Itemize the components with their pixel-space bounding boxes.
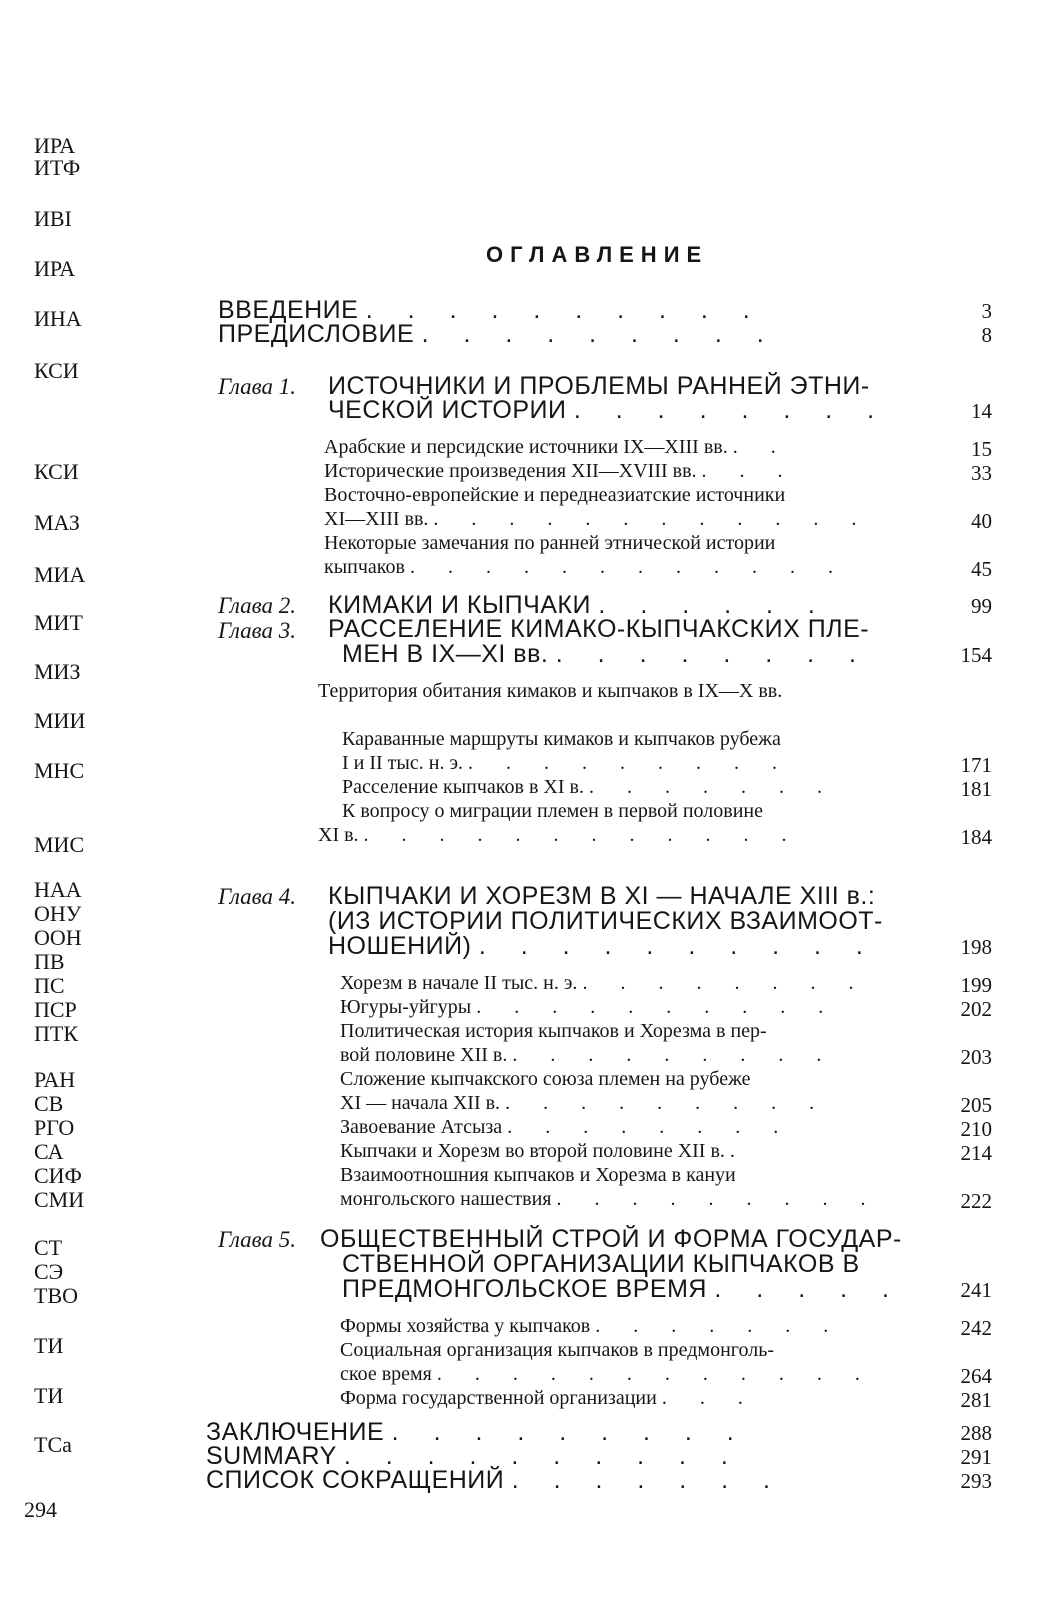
toc-entry-title: кыпчаков	[324, 556, 405, 578]
toc-entry-title: (ИЗ ИСТОРИИ ПОЛИТИЧЕСКИХ ВЗАИМООТ-	[328, 907, 883, 935]
toc-entry	[340, 1363, 874, 1386]
toc-entry-leader: . . . . . . . .	[573, 396, 889, 424]
abbreviation-entry: КСИ	[34, 359, 79, 383]
toc-entry-title: ПРЕДМОНГОЛЬСКОЕ ВРЕМЯ	[342, 1275, 707, 1303]
toc-entry	[340, 1164, 736, 1187]
abbreviation-entry: ТИ	[34, 1334, 64, 1358]
toc-entry	[324, 436, 790, 459]
toc-entry-leader: . . . . . . . . .	[556, 1188, 880, 1210]
toc-entry	[340, 1068, 751, 1091]
page-number: 294	[24, 1497, 57, 1522]
toc-entry-page: 281	[960, 1388, 992, 1412]
abbreviation-entry: МИА	[34, 563, 86, 587]
abbreviation-entry: МАЗ	[34, 511, 80, 535]
toc-entry-title: КЫПЧАКИ И ХОРЕЗМ В XI — НАЧАЛЕ XIII в.:	[328, 882, 876, 910]
abbreviation-entry: МИЗ	[34, 660, 81, 684]
toc-entry-title: I и II тыс. н. э.	[342, 752, 464, 774]
toc-entry	[328, 932, 877, 961]
toc-entry	[324, 484, 785, 507]
toc-entry-title: Формы хозяйства у кыпчаков	[340, 1315, 591, 1337]
toc-entry-leader: . . . . . . . . .	[512, 1044, 836, 1066]
toc-entry-leader: . . . . . . . . . . . .	[433, 508, 871, 530]
abbreviation-entry: МИИ	[34, 709, 86, 733]
toc-entry-leader: . . . . . . . . .	[468, 752, 792, 774]
chapter-label: Глава 3.	[218, 618, 296, 643]
toc-entry-page: 171	[960, 753, 992, 777]
toc-entry	[328, 396, 888, 425]
toc-entry-leader: . . . . . . . . . . . .	[363, 824, 801, 846]
toc-entry-title: ПРЕДИСЛОВИЕ	[218, 320, 415, 348]
toc-entry-page: 264	[960, 1364, 992, 1388]
abbreviation-entry: ПВ	[34, 950, 65, 974]
toc-entry-title: XI—XIII вв.	[324, 508, 429, 530]
toc-entry-title: ВВЕДЕНИЕ	[218, 296, 359, 324]
toc-entry-title: Форма государственной организации	[340, 1387, 657, 1409]
toc-entry-page: 99	[971, 594, 992, 618]
abbreviation-entry: МНС	[34, 759, 85, 783]
abbreviation-entry: РАН	[34, 1068, 76, 1092]
toc-entry-title: Сложение кыпчакского союза племен на рубеже	[340, 1068, 751, 1090]
toc-entry-leader: .	[729, 1140, 749, 1162]
toc-entry-title: Политическая история кыпчаков и Хорезма в пер-	[340, 1020, 767, 1042]
abbreviation-entry: РГО	[34, 1116, 75, 1140]
toc-entry-title: Завоевание Атсыза	[340, 1116, 503, 1138]
toc-entry	[324, 532, 775, 555]
toc-entry-leader: . . . . . . . . . .	[478, 932, 877, 960]
toc-entry-leader: . . . . . . . . . . . .	[436, 1363, 874, 1385]
abbreviation-entry: МИС	[34, 833, 85, 857]
toc-entry-title: Караванные маршруты кимаков и кыпчаков рубежа	[342, 728, 781, 750]
chapter-label: Глава 5.	[218, 1227, 296, 1252]
toc-entry-page: 203	[960, 1045, 992, 1069]
toc-entry-title: РАССЕЛЕНИЕ КИМАКО-КЫПЧАКСКИХ ПЛЕ-	[328, 615, 870, 643]
toc-entry-title: Территория обитания кимаков и кыпчаков в IX—X вв.	[318, 680, 783, 702]
toc-entry-title: Исторические произведения XII—XVIII вв.	[324, 460, 697, 482]
abbreviation-entry: ИНА	[34, 307, 82, 331]
toc-entry-title: ЧЕСКОЙ ИСТОРИИ	[328, 396, 567, 424]
toc-entry-leader: . . . . . . . . . .	[476, 996, 838, 1018]
abbreviation-entry: ТСа	[34, 1433, 72, 1457]
toc-entry-page: 222	[960, 1189, 992, 1213]
toc-entry-title: ОБЩЕСТВЕННЫЙ СТРОЙ И ФОРМА ГОСУДАР-	[320, 1225, 902, 1253]
toc-entry-title: ЗАКЛЮЧЕНИЕ	[206, 1418, 385, 1446]
abbreviation-entry: ПТК	[34, 1022, 78, 1046]
toc-entry	[340, 1339, 774, 1362]
toc-entry-leader: . . .	[701, 460, 797, 482]
toc-entry-page: 14	[971, 399, 992, 423]
toc-entry-leader: . . . . . . .	[511, 1466, 784, 1494]
toc-entry-title: Арабские и персидские источники IX—XIII вв.	[324, 436, 728, 458]
toc-entry-title: СТВЕННОЙ ОРГАНИЗАЦИИ КЫПЧАКОВ В	[342, 1250, 860, 1278]
toc-entry	[340, 1020, 767, 1043]
toc-entry-title: Взаимоотношния кыпчаков и Хорезма в кануи	[340, 1164, 736, 1186]
toc-entry	[340, 1387, 757, 1410]
toc-entry-page: 205	[960, 1093, 992, 1117]
toc-entry-leader: . . . . . . . . .	[505, 1092, 829, 1114]
toc-entry-leader: . . . . . . .	[588, 776, 836, 798]
toc-entry-leader: . . . . . . .	[595, 1315, 843, 1337]
abbreviation-entry: ТВО	[34, 1284, 78, 1308]
toc-entry-page: 15	[971, 437, 992, 461]
toc-entry-title: МЕН В IX—XI вв.	[342, 640, 549, 668]
toc-entry	[324, 556, 847, 579]
toc-entry-page: 8	[981, 323, 992, 347]
toc-entry-title: НОШЕНИЙ)	[328, 932, 472, 960]
toc-entry-leader: . . . . .	[714, 1275, 903, 1303]
toc-entry	[342, 728, 781, 751]
toc-entry	[340, 1116, 792, 1139]
toc-entry-page: 199	[960, 973, 992, 997]
toc-entry-leader: . . . . . . . .	[582, 972, 868, 994]
abbreviation-entry: ИРА	[34, 257, 76, 281]
toc-entry-title: ское время	[340, 1363, 432, 1385]
toc-entry-title: КИМАКИ И КЫПЧАКИ	[328, 591, 591, 619]
abbreviation-entry: СВ	[34, 1092, 64, 1116]
toc-entry	[342, 640, 870, 669]
abbreviation-entry: КСИ	[34, 460, 79, 484]
chapter-label: Глава 2.	[218, 593, 296, 618]
toc-entry	[218, 320, 778, 349]
abbreviation-entry: ИВI	[34, 207, 72, 231]
toc-entry-page: 214	[960, 1141, 992, 1165]
toc-entry-title: Югуры-уйгуры	[340, 996, 472, 1018]
toc-entry-leader: . . . . . . . .	[555, 640, 870, 668]
chapter-label: Глава 4.	[218, 884, 296, 909]
abbreviation-entry: СТ	[34, 1236, 63, 1260]
toc-entry-leader: . . . . . . . . .	[421, 320, 778, 348]
toc-entry-title: Расселение кыпчаков в XI в.	[342, 776, 584, 798]
toc-entry	[342, 800, 763, 823]
toc-entry-page: 154	[960, 643, 992, 667]
toc-entry-title: СПИСОК СОКРАЩЕНИЙ	[206, 1466, 505, 1494]
toc-entry-page: 40	[971, 509, 992, 533]
toc-entry-leader: . . . . . .	[598, 591, 829, 619]
toc-entry	[324, 508, 870, 531]
toc-entry	[342, 1275, 903, 1304]
toc-entry-title: Хорезм в начале II тыс. н. э.	[340, 972, 578, 994]
abbreviation-entry: ИРА	[34, 134, 76, 158]
abbreviation-entry: СЭ	[34, 1260, 64, 1284]
toc-entry-page: 3	[981, 299, 992, 323]
toc-entry-page: 210	[960, 1117, 992, 1141]
toc-entry-leader: . . . . . . . . . .	[343, 1442, 742, 1470]
toc-entry-leader: . . . . . . . .	[507, 1116, 793, 1138]
toc-entry-page: 45	[971, 557, 992, 581]
toc-entry-page: 184	[960, 825, 992, 849]
abbreviation-entry: СМИ	[34, 1188, 85, 1212]
toc-entry-title: Некоторые замечания по ранней этнической истории	[324, 532, 776, 554]
toc-entry-title: ИСТОЧНИКИ И ПРОБЛЕМЫ РАННЕЙ ЭТНИ-	[328, 372, 870, 400]
toc-entry-page: 181	[960, 777, 992, 801]
toc-entry	[340, 1140, 749, 1163]
abbreviation-entry: ОНУ	[34, 902, 82, 926]
page-title: ОГЛАВЛЕНИЕ	[486, 242, 709, 267]
toc-entry	[340, 972, 867, 995]
toc-entry-title: SUMMARY	[206, 1442, 337, 1470]
toc-entry-page: 291	[960, 1445, 992, 1469]
toc-entry-title: Кыпчаки и Хорезм во второй половине XII в.	[340, 1140, 725, 1162]
toc-entry	[206, 1466, 784, 1495]
toc-entry-page: 241	[960, 1278, 992, 1302]
abbreviation-entry: НАА	[34, 878, 82, 902]
toc-entry	[324, 460, 797, 483]
toc-entry-title: монгольского нашествия	[340, 1188, 552, 1210]
toc-entry	[342, 776, 836, 799]
abbreviation-entry: СА	[34, 1140, 64, 1164]
abbreviation-entry: СИФ	[34, 1164, 82, 1188]
toc-entry	[340, 1044, 835, 1067]
toc-entry-title: Восточно-европейские и переднеазиатские источники	[324, 484, 786, 506]
chapter-label: Глава 1.	[218, 374, 296, 399]
toc-entry-page: 242	[960, 1316, 992, 1340]
toc-entry-leader: . . .	[661, 1387, 757, 1409]
toc-entry-title: Социальная организация кыпчаков в предмонголь-	[340, 1339, 774, 1361]
abbreviation-entry: МИТ	[34, 611, 83, 635]
toc-entry-title: К вопросу о миграции племен в первой половине	[342, 800, 763, 822]
toc-entry	[318, 680, 782, 703]
abbreviation-entry: ИТФ	[34, 156, 81, 180]
toc-entry-title: XI — начала XII в.	[340, 1092, 501, 1114]
abbreviation-entry: ПС	[34, 974, 65, 998]
toc-entry-title: XI в.	[318, 824, 359, 846]
toc-entry	[318, 824, 801, 847]
toc-entry-page: 198	[960, 935, 992, 959]
abbreviation-entry: ПСР	[34, 998, 77, 1022]
toc-entry-leader: . . . . . . . . . .	[365, 296, 764, 324]
toc-entry-title: вой половине XII в.	[340, 1044, 508, 1066]
abbreviation-entry: ТИ	[34, 1384, 64, 1408]
toc-entry-page: 33	[971, 461, 992, 485]
toc-entry-page: 288	[960, 1421, 992, 1445]
abbreviation-entry: ООН	[34, 926, 82, 950]
toc-entry	[340, 996, 837, 1019]
toc-entry-page: 202	[960, 997, 992, 1021]
toc-entry-leader: . .	[732, 436, 790, 458]
toc-entry	[340, 1315, 842, 1338]
toc-entry-page: 293	[960, 1469, 992, 1493]
toc-entry	[342, 752, 791, 775]
toc-entry	[340, 1188, 880, 1211]
toc-entry	[340, 1092, 828, 1115]
toc-entry-leader: . . . . . . . . . . . .	[409, 556, 847, 578]
toc-entry-leader: . . . . . . . . .	[391, 1418, 748, 1446]
